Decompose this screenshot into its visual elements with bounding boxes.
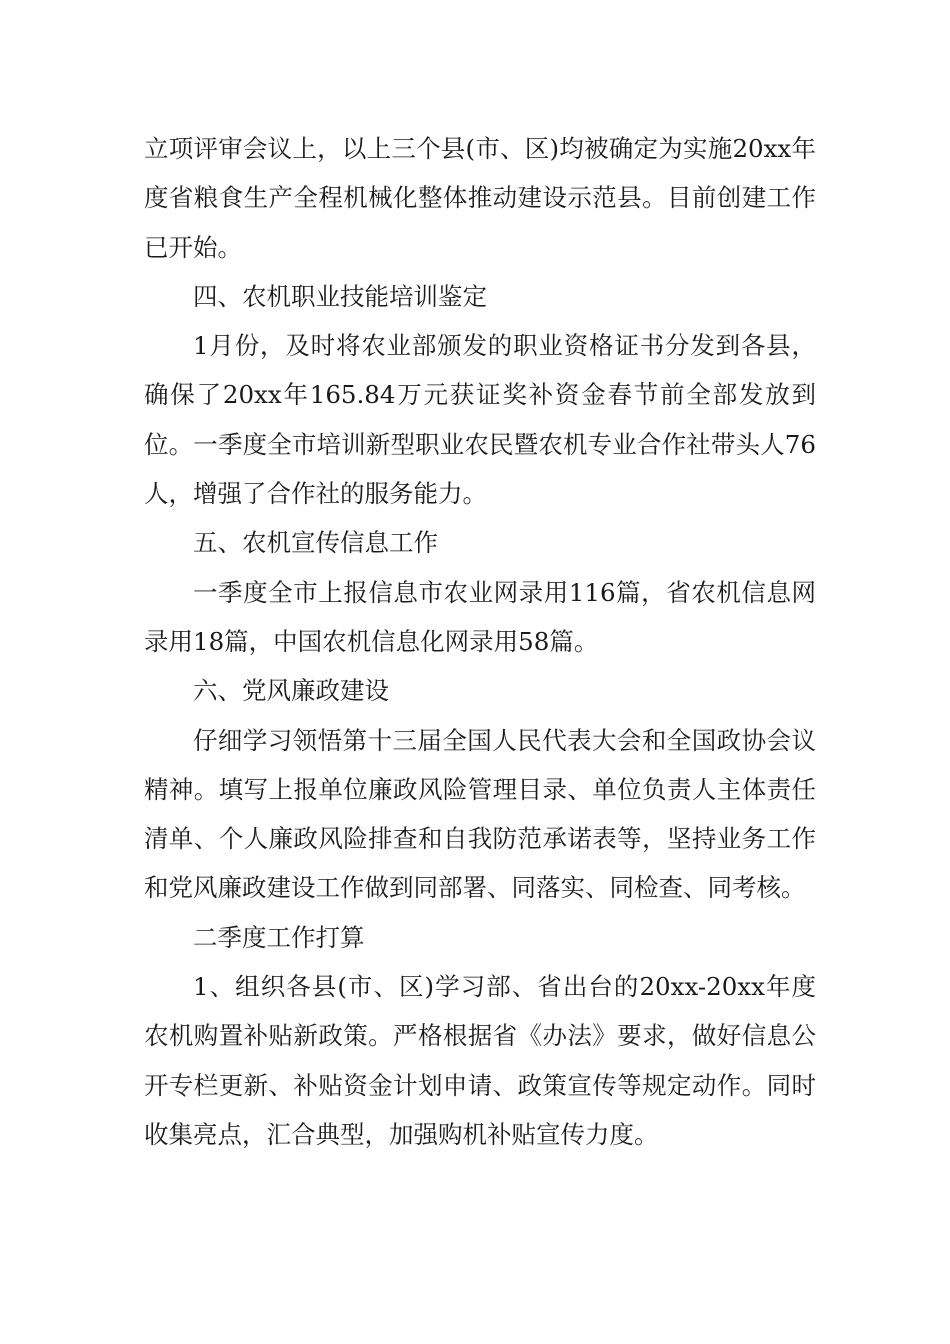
- paragraph-integrity: 仔细学习领悟第十三届全国人民代表大会和全国政协会议精神。填写上报单位廉政风险管理目录、单位负责人主体责任清单、个人廉政风险排查和自我防范承诺表等，坚持业务工作和党风廉政建设工作做到同部署、同落实、同检查、同考核。: [144, 725, 816, 903]
- section-heading-5: 五、农机宣传信息工作: [193, 528, 438, 558]
- paragraph-plan-item-1: 1、组织各县(市、区)学习部、省出台的20xx-20xx年度农机购置补贴新政策。严格根据省《办法》要求，做好信息公开专栏更新、补贴资金计划申请、政策宣传等规定动作。同时收集亮点，汇合典型，加强购机补贴宣传力度。: [144, 972, 816, 1149]
- section-heading-q2-plan: 二季度工作打算: [193, 922, 365, 952]
- section-heading-4: 四、农机职业技能培训鉴定: [193, 281, 487, 311]
- paragraph-training: 1月份，及时将农业部颁发的职业资格证书分发到各县，确保了20xx年165.84万元获证奖补资金春节前全部发放到位。一季度全市培训新型职业农民暨农机专业合作社带头人76人，增强了合作社的服务能力。: [144, 331, 816, 509]
- paragraph-intro: 立项评审会议上，以上三个县(市、区)均被确定为实施20xx年度省粮食生产全程机械化整体推动建设示范县。目前创建工作已开始。: [144, 134, 816, 262]
- document-body: [144, 124, 816, 1159]
- section-heading-6: 六、党风廉政建设: [193, 676, 389, 706]
- paragraph-publicity: 一季度全市上报信息市农业网录用116篇，省农机信息网录用18篇，中国农机信息化网录用58篇。: [144, 577, 816, 656]
